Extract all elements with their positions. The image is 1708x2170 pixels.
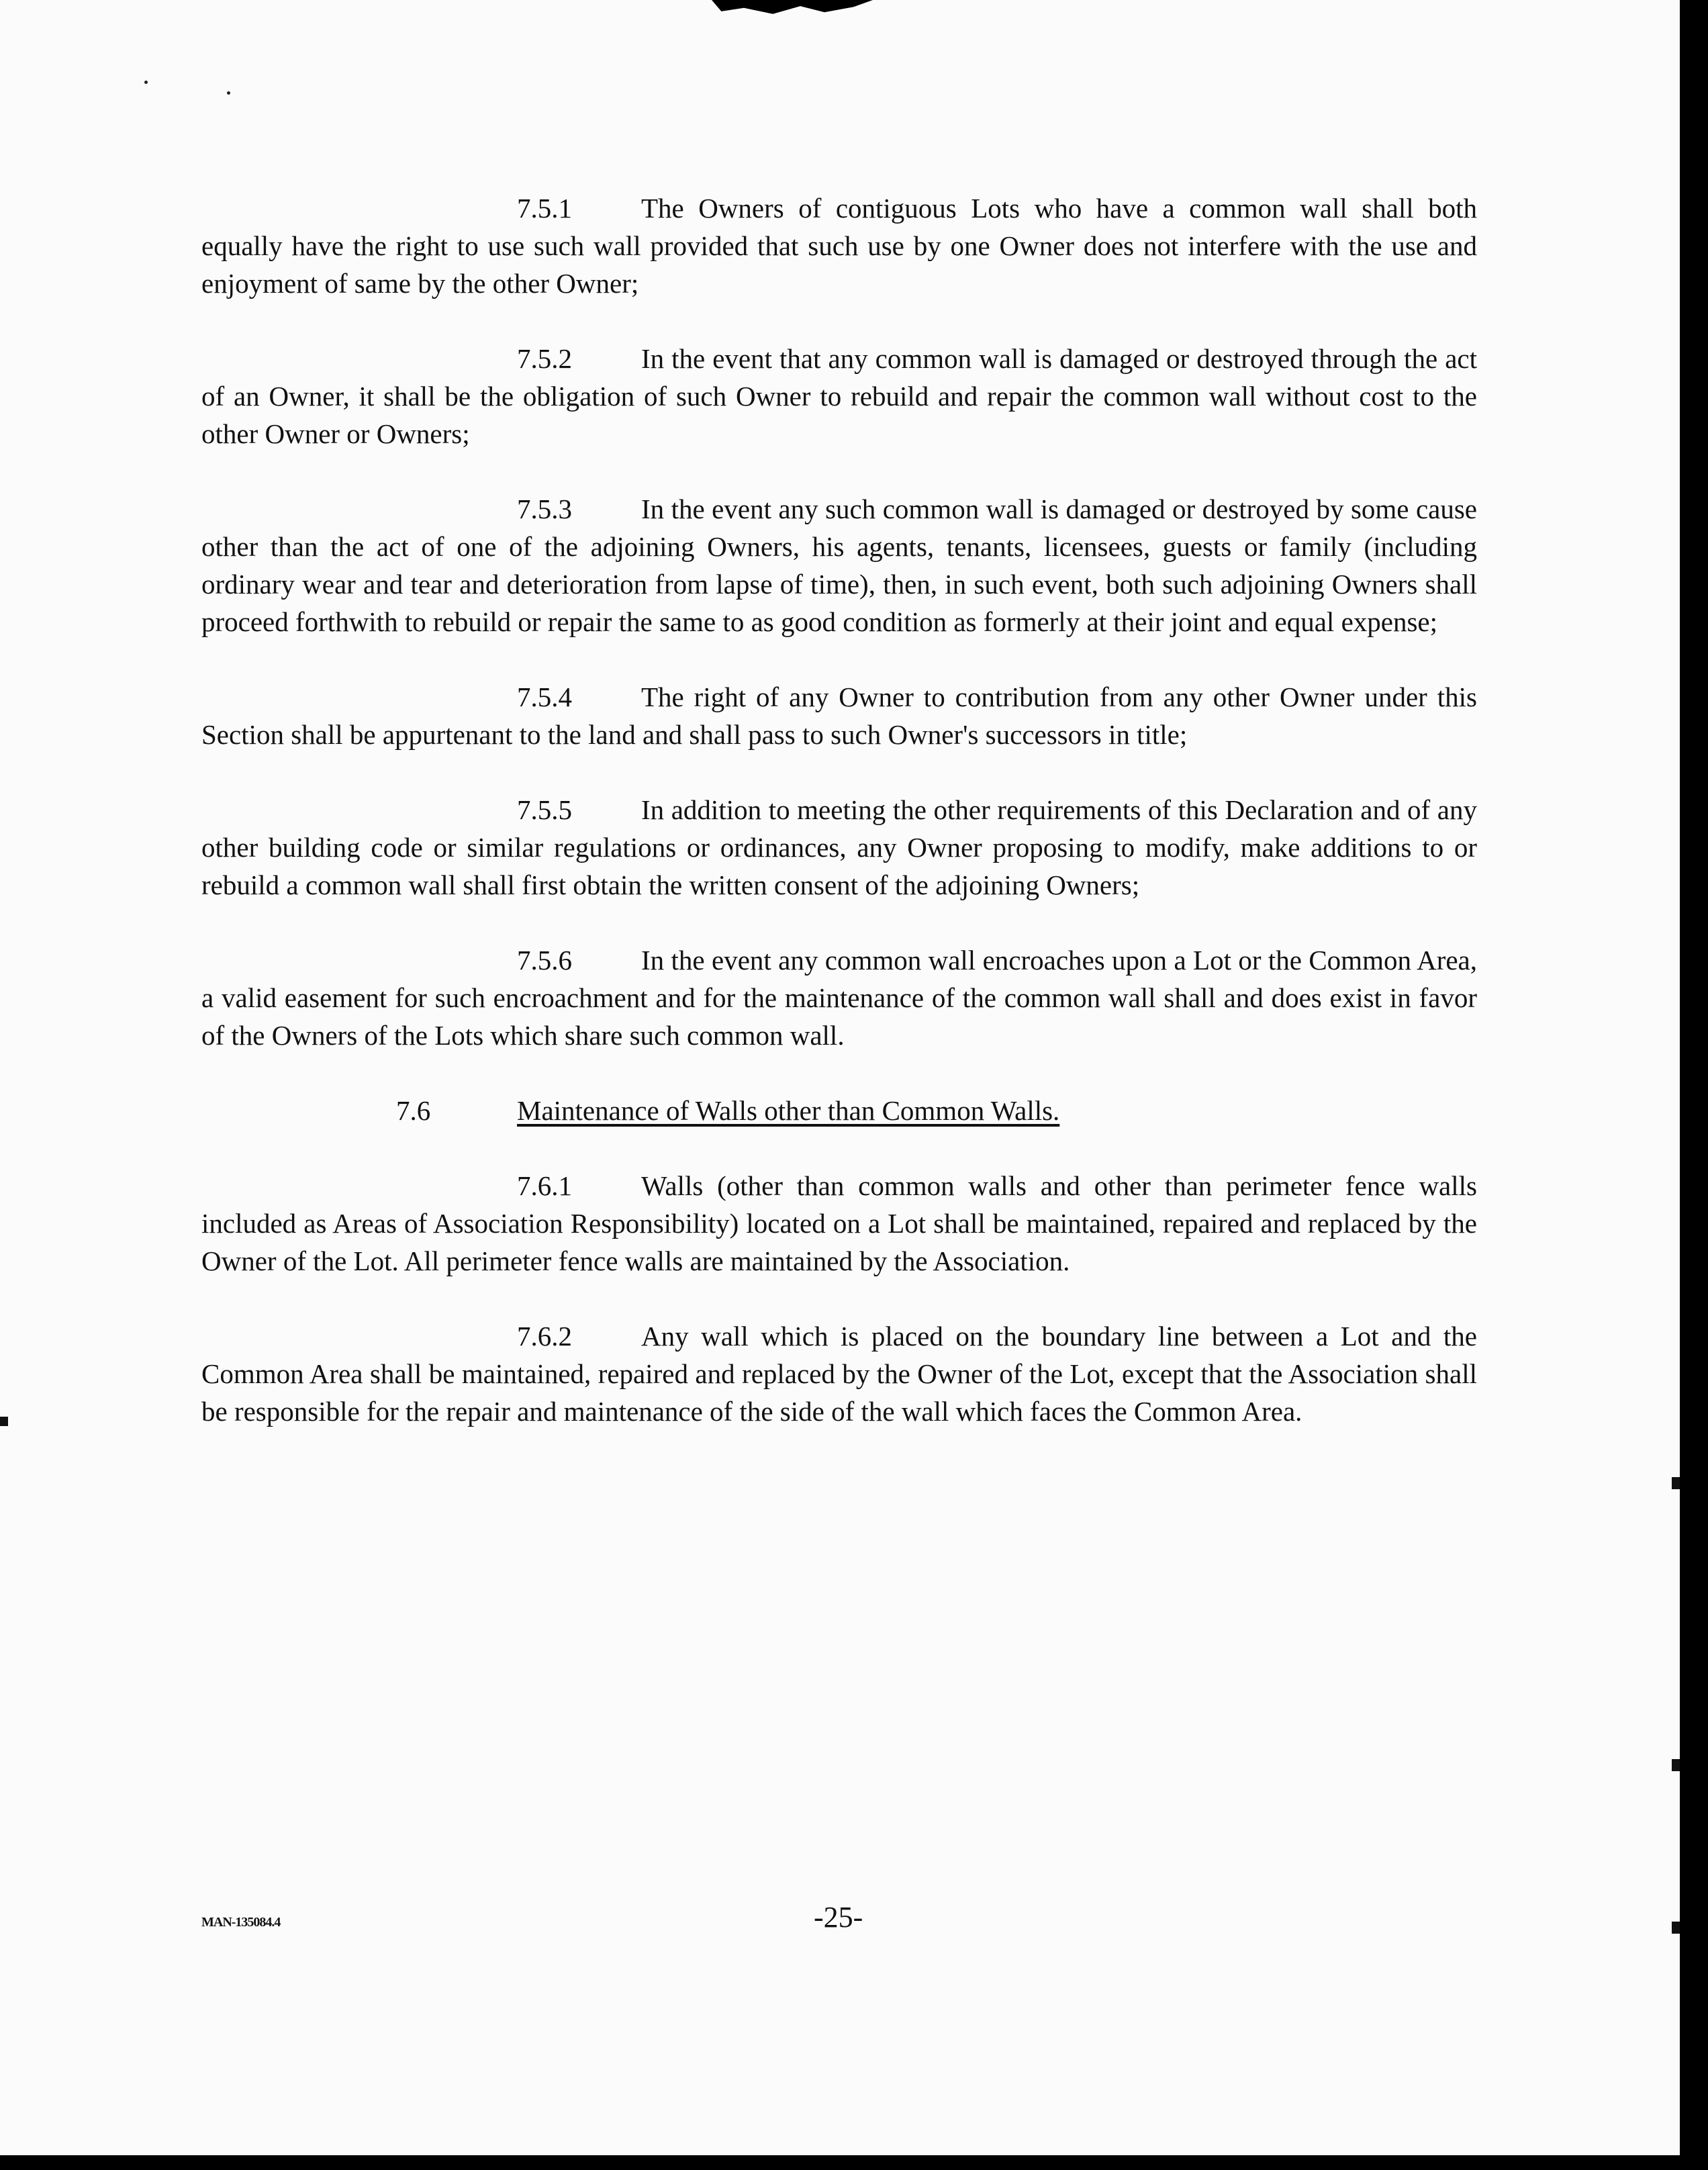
paragraph-number: 7.5.6 xyxy=(517,945,572,976)
paragraph-text: Any wall which is placed on the boundary line between a Lot and the Common Area shall be maintained, repaired and replaced by the Owner of the Lot, except that the Association shall be responsible for the repair and maintenance of the side of the wall which faces the Common Area. xyxy=(201,1321,1477,1427)
paragraph-text: In the event any common wall encroaches upon a Lot or the Common Area, a valid easement for such encroachment and for the maintenance of the common wall shall and does exist in favor of the Owners of the Lots which share such common wall. xyxy=(201,945,1477,1051)
document-body xyxy=(201,189,1477,1468)
scan-edge-mark xyxy=(1672,1759,1680,1771)
page-number: -25- xyxy=(814,1901,863,1934)
scan-speck xyxy=(144,81,148,84)
paragraph-7-5-1 xyxy=(201,189,1477,302)
paragraph-text: The right of any Owner to contribution from any other Owner under this Section shall be appurtenant to the land and shall pass to such Owner's successors in title; xyxy=(201,681,1477,750)
paragraph-7-6-2 xyxy=(201,1317,1477,1430)
paragraph-7-5-3 xyxy=(201,490,1477,641)
paragraph-number: 7.6.1 xyxy=(517,1170,572,1201)
paragraph-7-5-4 xyxy=(201,678,1477,753)
document-code: MAN-135084.4 xyxy=(201,1915,281,1930)
paragraph-number: 7.5.5 xyxy=(517,794,572,825)
paragraph-text: In the event that any common wall is damaged or destroyed through the act of an Owner, it shall be the obligation of such Owner to rebuild and repair the common wall without cost to the other Owner or Owners; xyxy=(201,343,1477,449)
section-title: Maintenance of Walls other than Common Walls. xyxy=(517,1095,1060,1126)
paragraph-7-6-1 xyxy=(201,1167,1477,1280)
scan-artifact xyxy=(712,0,873,17)
scan-edge-mark xyxy=(1672,1477,1680,1489)
paragraph-text: In the event any such common wall is damaged or destroyed by some cause other than the act of one of the adjoining Owners, his agents, tenants, licensees, guests or family (including ordinary wear and tear and deterioration from lapse of time), then, in such event, both such adjoining Owners shall proceed forthwith to rebuild or repair the same to as good condition as formerly at their joint and equal expense; xyxy=(201,493,1477,637)
paragraph-7-5-5 xyxy=(201,791,1477,904)
paragraph-text: In addition to meeting the other requirements of this Declaration and of any other building code or similar regulations or ordinances, any Owner proposing to modify, make additions to or rebuild a common wall shall first obtain the written consent of the adjoining Owners; xyxy=(201,794,1477,900)
paragraph-text: Walls (other than common walls and other than perimeter fence walls included as Areas of Association Responsibility) located on a Lot shall be maintained, repaired and replaced by the Owner of the Lot. All perimeter fence walls are maintained by the Association. xyxy=(201,1170,1477,1276)
paragraph-number: 7.5.1 xyxy=(517,193,572,224)
paragraph-number: 7.5.3 xyxy=(517,493,572,524)
section-heading-7-6 xyxy=(201,1092,1477,1129)
paragraph-number: 7.6.2 xyxy=(517,1321,572,1352)
paragraph-7-5-6 xyxy=(201,941,1477,1054)
scan-speck xyxy=(227,91,230,95)
scan-edge-mark xyxy=(1672,1922,1680,1934)
scan-edge-mark xyxy=(0,1417,8,1426)
paragraph-number: 7.5.2 xyxy=(517,343,572,374)
paragraph-number: 7.5.4 xyxy=(517,681,572,712)
section-number: 7.6 xyxy=(396,1095,431,1126)
paragraph-text: The Owners of contiguous Lots who have a common wall shall both equally have the right to use such wall provided that such use by one Owner does not interfere with the use and enjoyment of same by the other Owner; xyxy=(201,193,1477,299)
paragraph-7-5-2 xyxy=(201,340,1477,453)
